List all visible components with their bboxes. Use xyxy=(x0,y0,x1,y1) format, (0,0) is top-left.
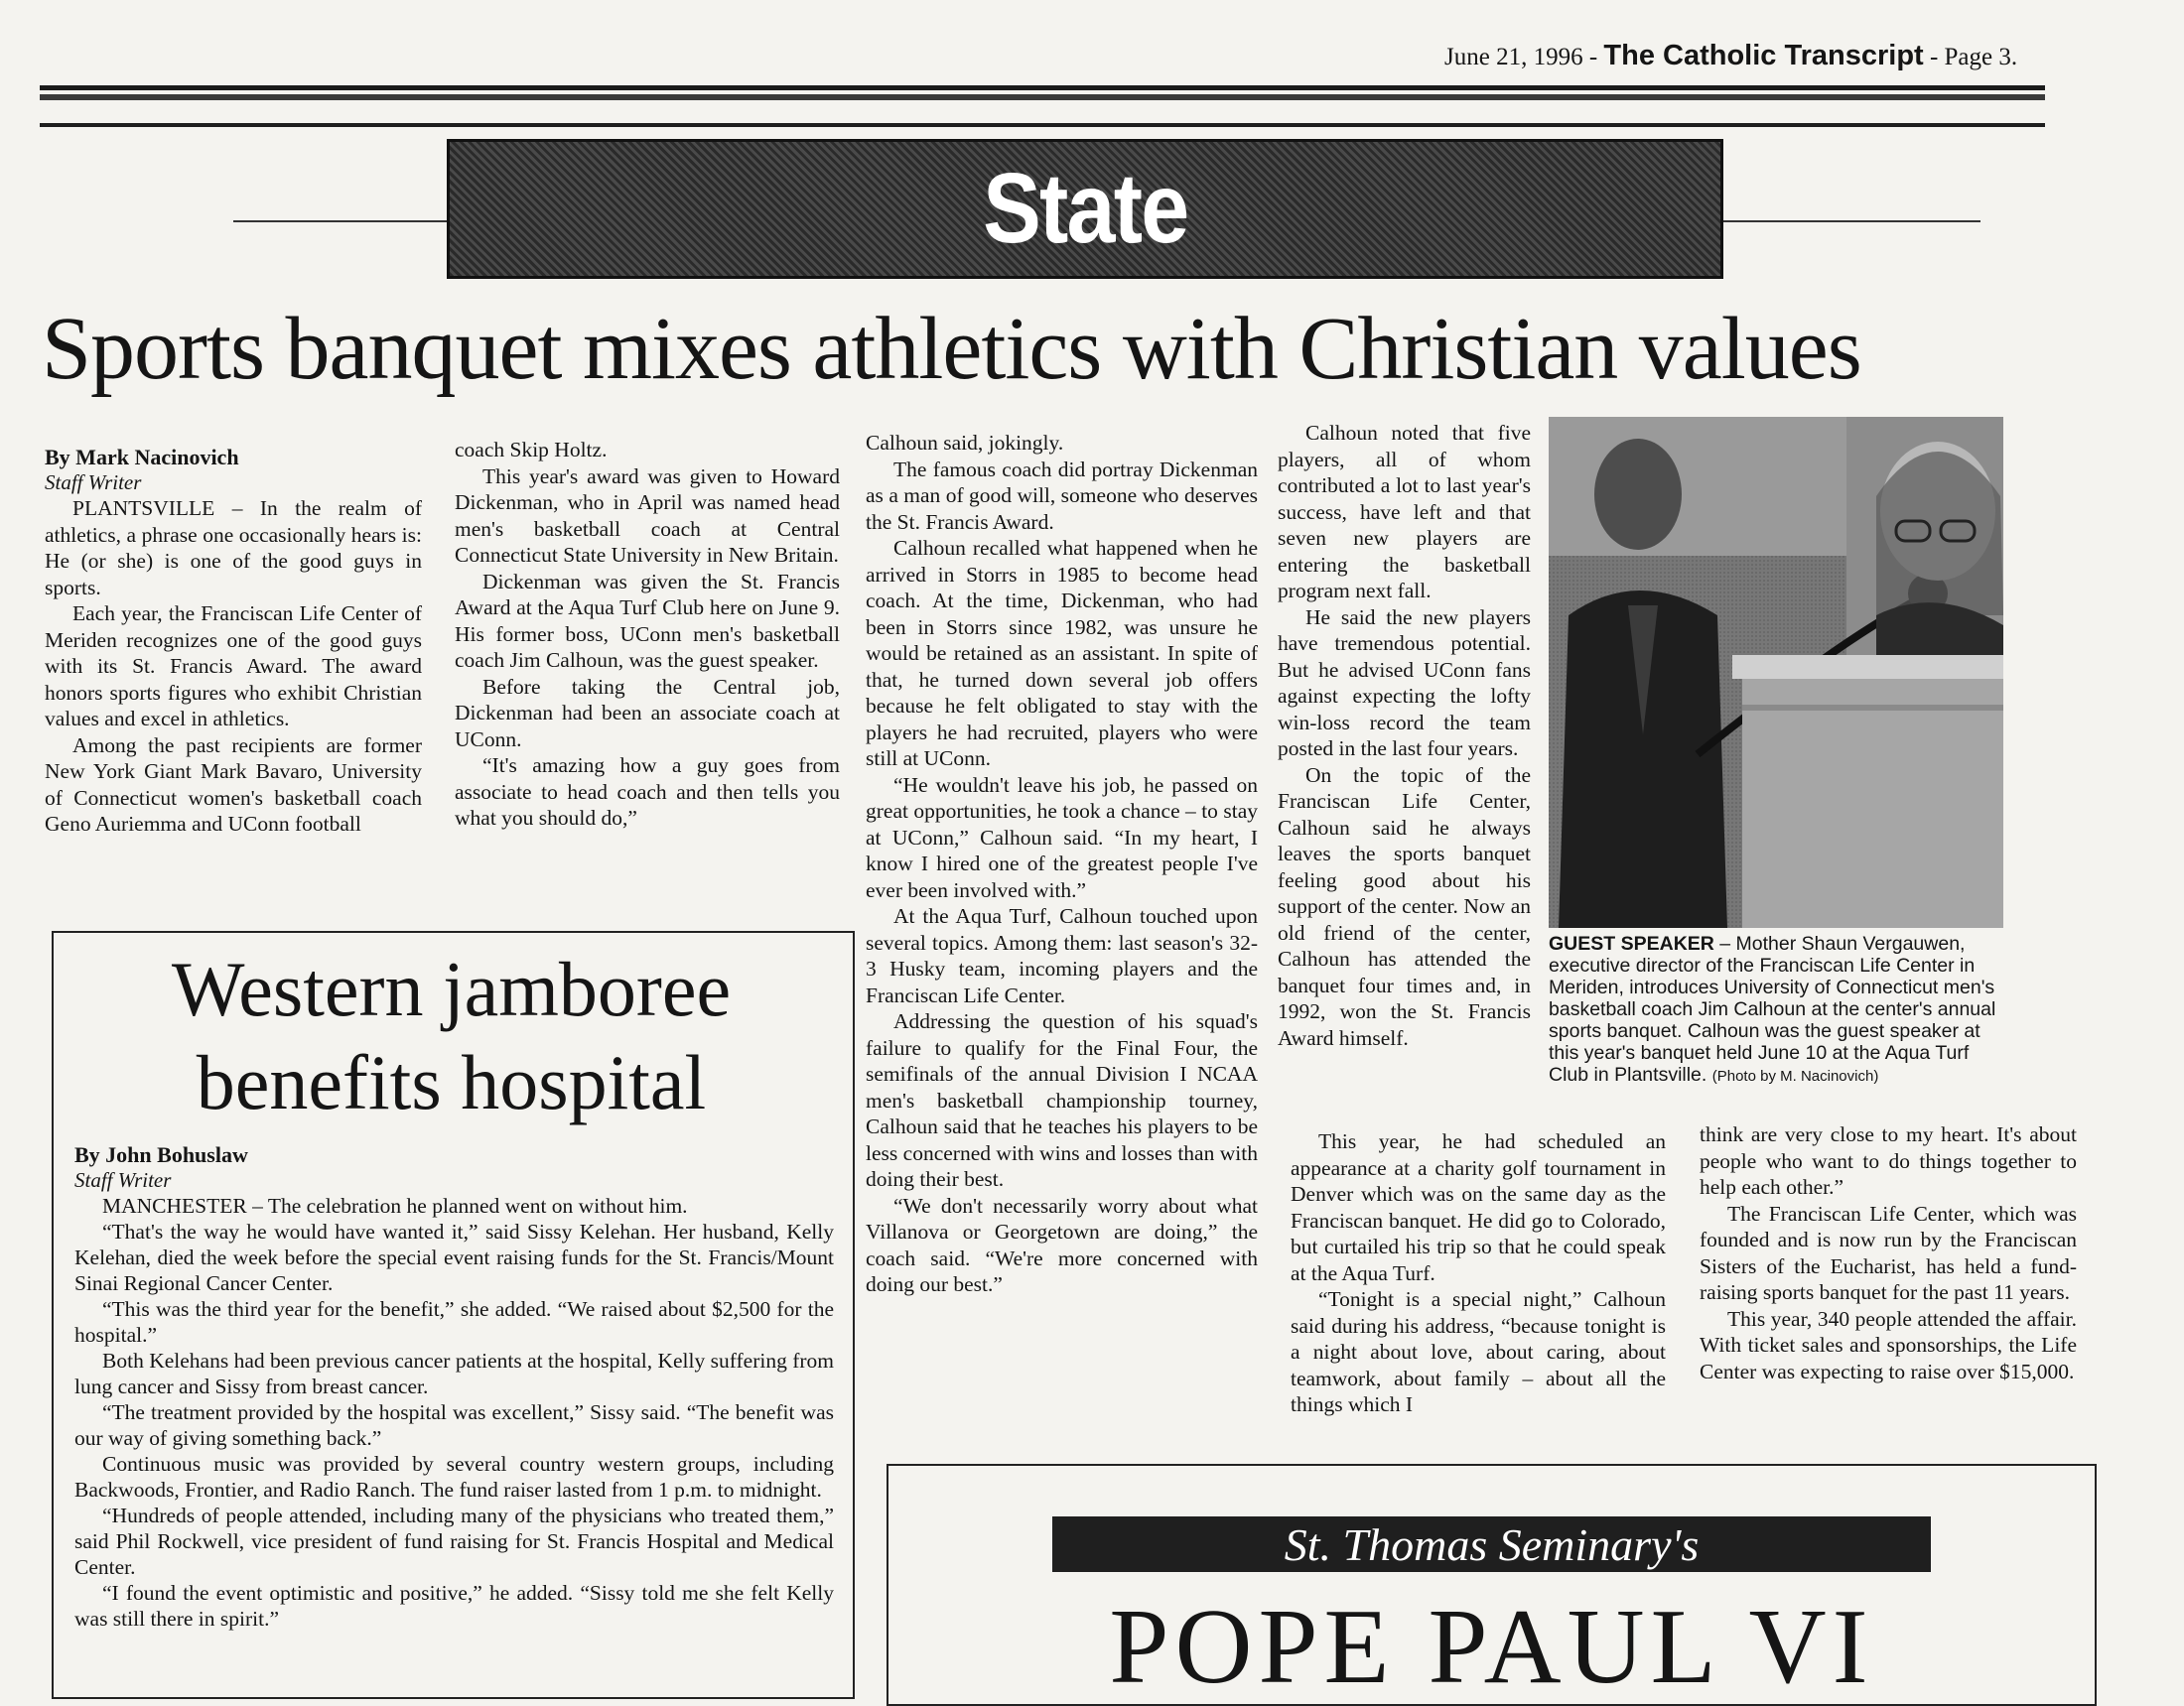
paragraph: “It's amazing how a guy goes from associate to head coach and then tells you what you should do,” xyxy=(455,753,840,830)
caption-text: – Mother Shaun Vergauwen, executive director of the Franciscan Life Center in Meriden, introduces University of Connecticut men's basketball coach Jim Calhoun at the center's annual sports banquet. Calhoun was the guest speaker at this year's banquet held June 10 at the Aqua Turf Club in Plantsville. xyxy=(1549,933,1996,1086)
paragraph: At the Aqua Turf, Calhoun touched upon several topics. Among them: last season's 32-3 Husky team, incoming players and the Franciscan Life Center. xyxy=(866,904,1258,1007)
paragraph: “Hundreds of people attended, including many of the physicians who treated them,” said Phil Rockwell, vice president of fund raising for St. Francis Hospital and Medical Center. xyxy=(74,1504,834,1579)
paragraph: Calhoun noted that five players, all of whom contributed a lot to last year's success, have left and that seven new players are entering the basketball program next fall. xyxy=(1278,421,1531,602)
article2-body xyxy=(74,1141,834,1632)
paper-name: The Catholic Transcript xyxy=(1603,40,1924,71)
ad-title: POPE PAUL VI xyxy=(1109,1588,1874,1706)
paragraph: Calhoun recalled what happened when he arrived in Storrs in 1985 to become head coach. At the time, Dickenman, who had been in Storrs since 1982, was unsure he would be retained as an assistant. In spite of that, he turned down several job offers because he felt obligated to stay with the players he had recruited, players who were still at UConn. xyxy=(866,536,1258,770)
paragraph: “We don't necessarily worry about what Villanova or Georgetown are doing,” the coach said. “We're more concerned with doing our best.” xyxy=(866,1193,1258,1296)
photo-caption xyxy=(1549,933,2005,1088)
top-rule-thin xyxy=(40,123,2045,127)
paragraph: Dickenman was given the St. Francis Award at the Aqua Turf Club here on June 9. His former boss, UConn men's basketball coach Jim Calhoun, was the guest speaker. xyxy=(455,569,840,672)
article-column-4 xyxy=(1278,420,1531,1051)
caption-label: GUEST SPEAKER xyxy=(1549,933,1714,955)
paragraph: “The treatment provided by the hospital was excellent,” Sissy said. “The benefit was our way of giving something back.” xyxy=(74,1400,834,1450)
paragraph: “This was the third year for the benefit,” she added. “We raised about $2,500 for the hospital.” xyxy=(74,1297,834,1347)
section-banner xyxy=(447,139,1723,279)
staff-title: Staff Writer xyxy=(74,1168,172,1192)
paragraph: think are very close to my heart. It's about people who want to do things together to help each other.” xyxy=(1700,1122,2077,1199)
paragraph: Addressing the question of his squad's failure to qualify for the Final Four, the semifinals of the annual Division I NCAA men's basketball championship tourney, Calhoun said that he teaches his players to be less concerned with wins and losses than with doing their best. xyxy=(866,1009,1258,1191)
ad-banner xyxy=(1052,1516,1931,1572)
article2-headline xyxy=(52,943,851,1129)
paragraph: This year, 340 people attended the affair. With ticket sales and sponsorships, the Life Center was expecting to raise over $15,000. xyxy=(1700,1306,2077,1383)
article-column-2 xyxy=(455,437,840,832)
section-rule-right xyxy=(1717,220,1980,222)
paragraph: Continuous music was provided by several country western groups, including Backwoods, Frontier, and Radio Ranch. The fund raiser lasted from 1 p.m. to midnight. xyxy=(74,1452,834,1502)
top-rule xyxy=(40,85,2045,90)
byline: By Mark Nacinovich xyxy=(45,445,239,469)
paragraph: Calhoun said, jokingly. xyxy=(866,431,1064,455)
issue-date: June 21, 1996 - xyxy=(1444,44,1604,70)
page-number: - Page 3. xyxy=(1923,44,2018,70)
top-rule-heavy xyxy=(40,94,2045,100)
paragraph: This year's award was given to Howard Dickenman, who in April was named head men's basketball coach at Central Connecticut State University in New Britain. xyxy=(455,463,840,567)
article-column-5 xyxy=(1291,1128,1666,1418)
section-title: State xyxy=(982,153,1188,264)
paragraph: Each year, the Franciscan Life Center of Meriden recognizes one of the good guys with its St. Francis Award. The award honors sports figures who exhibit Christian values and excel in athletics. xyxy=(45,601,422,730)
paragraph: The famous coach did portray Dickenman as a man of good will, someone who deserves the St. Francis Award. xyxy=(866,457,1258,534)
ad-banner-text: St. Thomas Seminary's xyxy=(1284,1518,1700,1570)
paragraph: Among the past recipients are former New York Giant Mark Bavaro, University of Connecticut women's basketball coach Geno Auriemma and UConn football xyxy=(45,732,422,836)
article-column-3 xyxy=(866,430,1258,1298)
paragraph: PLANTSVILLE – In the realm of athletics, a phrase one occasionally hears is: He (or she) is one of the good guys in sports. xyxy=(45,496,422,599)
paragraph: “He wouldn't leave his job, he passed on great opportunities, he took a chance – to stay at UConn,” Calhoun said. “In my heart, I know I hired one of the greatest people I've ever been involved with.” xyxy=(866,772,1258,902)
article-headline: Sports banquet mixes athletics with Christian values xyxy=(42,300,1861,398)
photo-credit: (Photo by M. Nacinovich) xyxy=(1711,1068,1879,1085)
paragraph: “I found the event optimistic and positive,” he added. “Sissy told me she felt Kelly was still there in spirit.” xyxy=(74,1581,834,1631)
masthead xyxy=(1444,40,2017,72)
paragraph: Before taking the Central job, Dickenman had been an associate coach at UConn. xyxy=(455,674,840,751)
paragraph: MANCHESTER – The celebration he planned went on without him. xyxy=(102,1194,688,1218)
headline-line-2: benefits hospital xyxy=(196,1039,707,1125)
headline-line-1: Western jamboree xyxy=(171,946,732,1032)
guest-speaker-photo xyxy=(1549,417,2003,928)
article-column-1 xyxy=(45,444,422,838)
paragraph: The Franciscan Life Center, which was founded and is now run by the Franciscan Sisters of the Eucharist, has held a fund-raising sports banquet for the past 11 years. xyxy=(1700,1201,2077,1304)
paragraph: “That's the way he would have wanted it,” said Sissy Kelehan. Her husband, Kelly Kelehan, died the week before the special event raising funds for the St. Francis/Mount Sinai Regional Cancer Center. xyxy=(74,1220,834,1295)
article-column-6 xyxy=(1700,1121,2077,1384)
paragraph: He said the new players have tremendous potential. But he advised UConn fans against expecting the lofty win-loss record the team posted in the last four years. xyxy=(1278,604,1531,760)
paragraph: This year, he had scheduled an appearance at a charity golf tournament in Denver which was on the same day as the Franciscan banquet. He did go to Colorado, but curtailed his trip so that he could speak at the Aqua Turf. xyxy=(1291,1129,1666,1285)
paragraph: Both Kelehans had been previous cancer patients at the hospital, Kelly suffering from lung cancer and Sissy from breast cancer. xyxy=(74,1349,834,1398)
photo-illustration xyxy=(1549,417,2003,928)
byline: By John Bohuslaw xyxy=(74,1142,248,1167)
paragraph: On the topic of the Franciscan Life Center, Calhoun said he always leaves the sports banquet feeling good about his support of the center. Now an old friend of the center, Calhoun has attended the banquet four times and, in 1992, won the St. Francis Award himself. xyxy=(1278,762,1531,1050)
staff-title: Staff Writer xyxy=(45,470,142,494)
section-rule-left xyxy=(233,220,447,222)
paragraph: “Tonight is a special night,” Calhoun said during his address, “because tonight is a night about love, about caring, about teamwork, about family – about all the things which I xyxy=(1291,1287,1666,1416)
paragraph: coach Skip Holtz. xyxy=(455,438,608,461)
